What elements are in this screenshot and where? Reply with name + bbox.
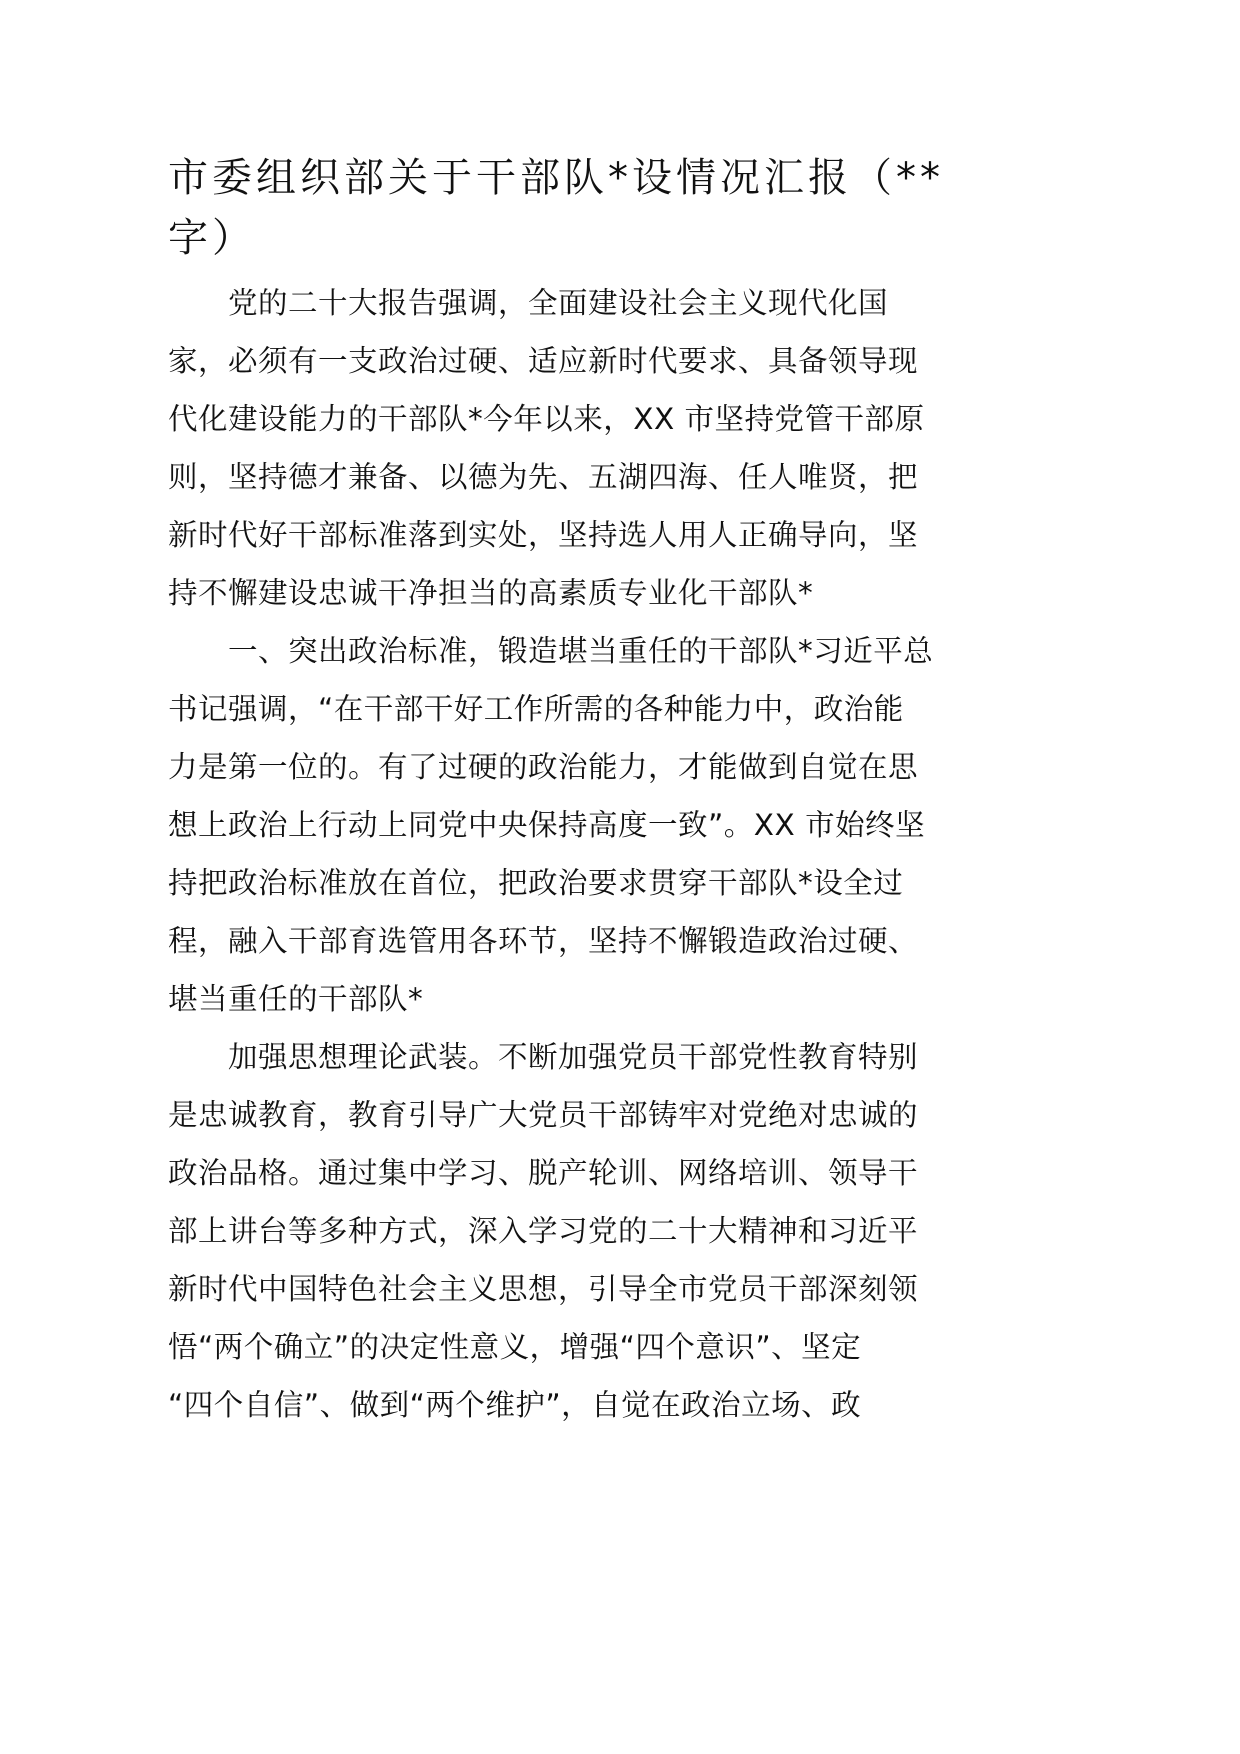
text-line: 持不懈建设忠诚干净担当的高素质专业化干部队* xyxy=(168,576,814,610)
text-line: 部上讲台等多种方式，深入学习党的二十大精神和习近平 xyxy=(168,1214,919,1248)
text-line: 则，坚持德才兼备、以德为先、五湖四海、任人唯贤，把 xyxy=(168,460,919,494)
text-line: 想上政治上行动上同党中央保持高度一致”。XX 市始终坚 xyxy=(168,808,926,842)
text-line: 力是第一位的。有了过硬的政治能力，才能做到自觉在思 xyxy=(168,750,919,784)
text-line: 政治品格。通过集中学习、脱产轮训、网络培训、领导干 xyxy=(168,1156,919,1190)
text-line: 加强思想理论武装。不断加强党员干部党性教育特别 xyxy=(228,1040,919,1074)
document-title xyxy=(168,148,944,268)
title-line-1: 市委组织部关于干部队*设情况汇报（** xyxy=(168,155,944,201)
text-line: 程，融入干部育选管用各环节，坚持不懈锻造政治过硬、 xyxy=(168,924,919,958)
text-line: 是忠诚教育，教育引导广大党员干部铸牢对党绝对忠诚的 xyxy=(168,1098,919,1132)
title-line-2: 字） xyxy=(168,215,256,261)
text-line: “四个自信”、做到“两个维护”，自觉在政治立场、政 xyxy=(168,1388,862,1422)
text-line: 新时代好干部标准落到实处，坚持选人用人正确导向，坚 xyxy=(168,518,919,552)
document-page xyxy=(168,148,944,1434)
paragraph-intro xyxy=(168,274,944,622)
text-line: 代化建设能力的干部队*今年以来，XX 市坚持党管干部原 xyxy=(168,402,925,436)
text-line: 书记强调，“在干部干好工作所需的各种能力中，政治能 xyxy=(168,692,904,726)
paragraph-section-1-1 xyxy=(168,1028,944,1434)
text-line: 悟“两个确立”的决定性意义，增强“四个意识”、坚定 xyxy=(168,1330,862,1364)
text-line: 新时代中国特色社会主义思想，引导全市党员干部深刻领 xyxy=(168,1272,919,1306)
section-heading-line: 一、突出政治标准，锻造堪当重任的干部队*习近平总 xyxy=(228,634,934,668)
text-line: 持把政治标准放在首位，把政治要求贯穿干部队*设全过 xyxy=(168,866,904,900)
text-line: 家，必须有一支政治过硬、适应新时代要求、具备领导现 xyxy=(168,344,919,378)
text-line: 堪当重任的干部队* xyxy=(168,982,424,1016)
paragraph-section-1 xyxy=(168,622,944,1028)
text-line: 党的二十大报告强调，全面建设社会主义现代化国 xyxy=(228,286,889,320)
